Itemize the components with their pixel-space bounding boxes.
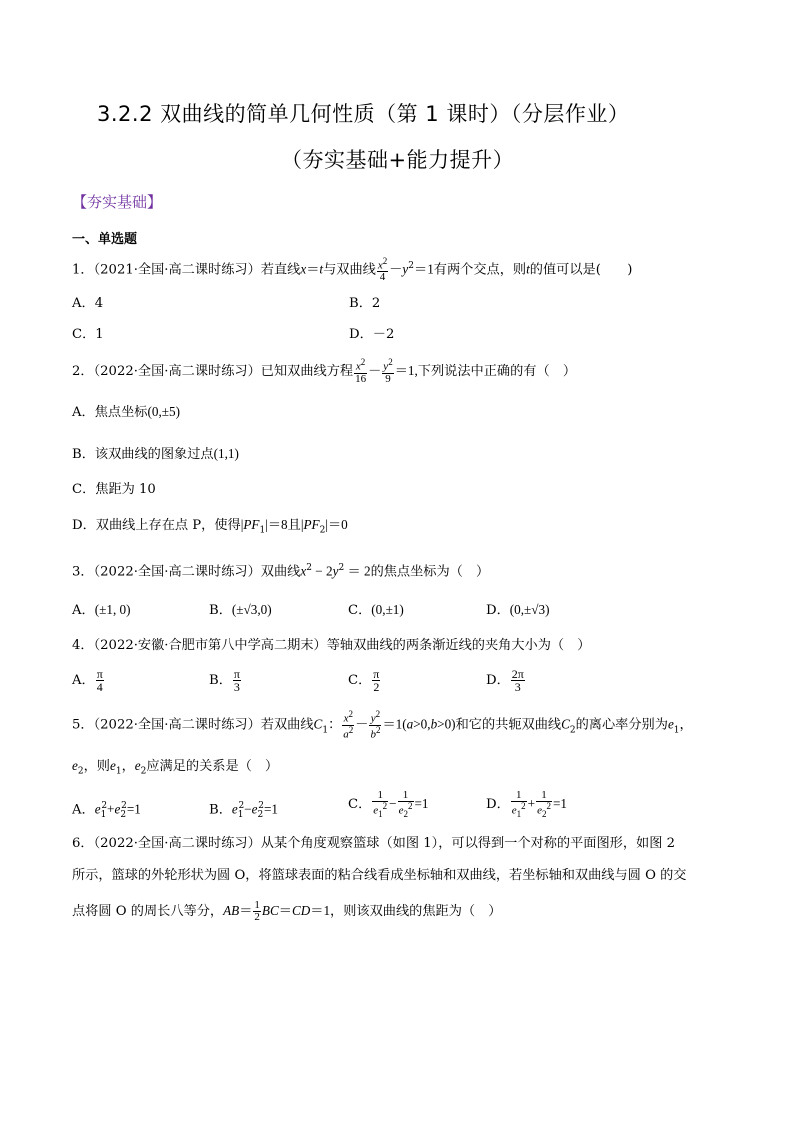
section-label: 【夯实基础】 [72, 193, 163, 211]
q3-option-b: B．(±√3,0) [209, 602, 272, 618]
q4-option-b: B． $\frac{\pi}{3}$ [209, 667, 240, 694]
question-1: 1．（2021·全国·高二课时练习）若直线x＝t与双曲线 $\frac{x^2}{4}$ $-y^2=1$有两个交点，则t的值可以是( ) [72, 255, 633, 284]
q4-option-a: A． $\frac{\pi}{4}$ [72, 667, 103, 694]
q1-option-c: C．1 [72, 327, 104, 342]
question-6-line-3: 点将圆 O 的周长八等分，AB＝ $\frac{1}{2}$ BC＝CD＝1，则该双曲线的焦距为（ ） [72, 899, 502, 923]
question-6: 6．（2022·全国·高二课时练习）从某个角度观察篮球（如图 1），可以得到一个对称的平面图形，如图 2 [72, 836, 675, 851]
q1-option-a: A．4 [72, 296, 104, 311]
q5-option-b: B．$e_1^2-e_2^2=1$ [209, 801, 279, 821]
q2-option-b: B．该双曲线的图象过点(1,1) [72, 446, 239, 462]
page-title: 3.2.2 双曲线的简单几何性质（第 1 课时）（分层作业） [97, 102, 630, 126]
q3-option-a: A．(±1, 0) [72, 602, 131, 618]
q1-option-d: D．－2 [349, 327, 395, 342]
question-2: 2．（2022·全国·高二课时练习）已知双曲线方程 $\frac{x^2}{16}$ － $\frac{y^2}{9}$ ＝1,下列说法中正确的有（ ） [72, 357, 577, 385]
q5-option-a: A．$e_1^2+e_2^2=1$ [72, 801, 141, 821]
question-5-line-2: $e_2$，则$e_1$，$e_2$应满足的关系是（ ） [72, 758, 279, 777]
question-type-heading: 一、单选题 [72, 232, 138, 247]
q3-option-d: D．(0,±√3) [486, 602, 550, 618]
q1-option-b: B．2 [349, 296, 381, 311]
q5-option-c: C． $\frac{1}{e_1^2}$ − $\frac{1}{e_2^2}$ =1 [348, 789, 429, 819]
q4-option-c: C． $\frac{\pi}{2}$ [348, 667, 380, 694]
question-5: 5．（2022·全国·高二课时练习）若双曲线$C_1$： $\frac{x^2}{a^2}$ － $\frac{y^2}{b^2}$ ＝1(a>0,b>0)和它的共轭双曲线$C_2$的离心率分别为$e_1$， [72, 709, 693, 741]
q2-option-a: A．焦点坐标(0,±5) [72, 404, 180, 420]
q5-option-d: D． $\frac{1}{e_1^2}$ + $\frac{1}{e_2^2}$ =1 [486, 789, 568, 819]
q2-option-c: C．焦距为 10 [72, 482, 156, 497]
q3-option-c: C．(0,±1) [348, 602, 404, 618]
question-4: 4．（2022·安徽·合肥市第八中学高二期末）等轴双曲线的两条渐近线的夹角大小为（ ） [72, 638, 591, 653]
q4-option-d: D． $\frac{2\pi}{3}$ [486, 667, 524, 694]
page-subtitle: （夯实基础+能力提升） [281, 148, 515, 172]
question-3: 3．（2022·全国·高二课时练习）双曲线$x^2 - 2y^2 = 2$的焦点坐标为（ ） [72, 563, 490, 580]
question-6-line-2: 所示，篮球的外轮形状为圆 O，将篮球表面的粘合线看成坐标轴和双曲线，若坐标轴和双曲线与圆 O 的交 [72, 868, 687, 883]
q2-option-d: D．双曲线上存在点 P，使得$|PF_1|=8$且$|PF_2|=0$ [72, 517, 348, 536]
